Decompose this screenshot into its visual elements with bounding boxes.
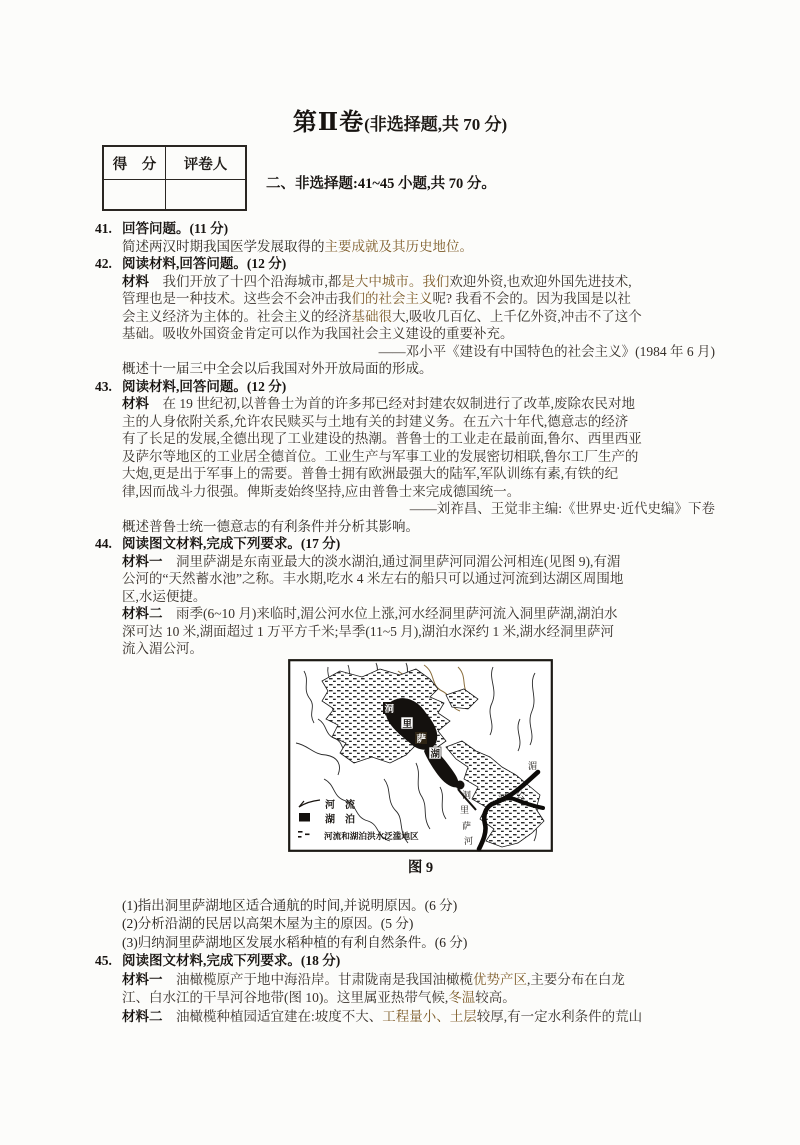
- text-segment: 我们开放了十四个沿海城市,都: [149, 273, 342, 289]
- q43-heading: [95, 378, 719, 396]
- page-title: [0, 102, 800, 137]
- svg-text:里: 里: [402, 719, 413, 730]
- text-segment: 管理也是一种技术。这些会不会冲击我: [122, 291, 352, 306]
- text-segment: 深可达 10 米,湖面超过 1 万平方千米;旱季(11~5 月),湖泊水深约 1 米,湖水经洞里萨河: [122, 623, 615, 639]
- text-segment: 较厚,有一定水利条件的荒山: [476, 1008, 643, 1024]
- text-segment: 们的社会主义: [351, 291, 433, 306]
- svg-text:萨: 萨: [416, 734, 427, 745]
- svg-text:萨: 萨: [462, 820, 472, 831]
- text-segment: 洞里萨湖是东南亚最大的淡水湖泊,通过洞里萨河同湄公河相连(见图 9),有湄: [162, 553, 621, 569]
- q43-material-line: [95, 465, 719, 483]
- text-segment: 大,吸收几百亿、上千亿外资,冲击不了这个: [392, 308, 642, 324]
- text-segment: 工程量小、土层: [382, 1008, 477, 1024]
- q42-material-line: [95, 290, 719, 308]
- q41-number: 41.: [95, 221, 112, 236]
- q44-number: 44.: [95, 536, 112, 551]
- q44-heading: [95, 535, 719, 553]
- q43-number: 43.: [95, 378, 112, 394]
- text-segment: 基础。吸收外国资金肯定可以作为我国社会主义建设的重要补充。: [122, 326, 514, 341]
- q44-material1-line: [95, 570, 719, 588]
- text-segment: 会主义经济为主体的。社会主义的经济: [122, 308, 352, 324]
- text-segment: 大炮,更是出于军事上的需要。普鲁士拥有欧洲最强大的陆军,军队训练有素,有铁的纪: [122, 466, 619, 481]
- q43-material-line: [95, 448, 719, 466]
- svg-text:洞: 洞: [384, 704, 395, 715]
- q45-heading: [95, 952, 719, 971]
- text-segment: 欢迎外资,也欢迎外国先进技术,: [449, 273, 632, 289]
- svg-text:湄: 湄: [528, 760, 538, 771]
- text-segment: 呢? 我看不会的。因为我国是以社: [432, 291, 631, 306]
- q43-source-attribution: ——刘祚昌、王觉非主编:《世界史·近代史编》下卷: [409, 501, 715, 516]
- q45-material2-line: [95, 1008, 719, 1027]
- q45-head-text: 阅读图文材料,完成下列要求。(18 分): [122, 953, 341, 968]
- score-label-cell: 得 分: [104, 147, 166, 180]
- svg-text:河 流: 河 流: [325, 799, 355, 811]
- q43-material-line: [95, 413, 719, 431]
- q42-head-text: 阅读材料,回答问题。(12 分): [122, 256, 287, 271]
- text-segment: 有了长足的发展,全德出现了工业建设的热潮。普鲁士的工业走在最前面,鲁尔、西里西亚: [122, 431, 642, 446]
- svg-text:公: 公: [516, 789, 526, 800]
- examiner-label-cell: 评卷人: [166, 147, 245, 180]
- q42-number: 42.: [95, 256, 112, 271]
- volume-title: 第Ⅱ卷: [292, 110, 365, 136]
- text-segment: 雨季(6~10 月)来临时,湄公河水位上涨,河水经洞里萨河流入洞里萨湖,湖泊水: [162, 606, 618, 621]
- questions-column: [95, 220, 719, 1026]
- text-segment: 油橄榄种植园适宜建在:坡度不大、: [162, 1008, 383, 1024]
- q41-task-line: [95, 238, 719, 256]
- svg-text:湖: 湖: [430, 749, 441, 760]
- q44-material1-line: [95, 588, 719, 606]
- text-segment: 材料二: [122, 606, 163, 621]
- text-segment: 材料一: [122, 971, 163, 987]
- examiner-input-cell: [166, 180, 245, 209]
- q44-subquestions: [95, 897, 719, 953]
- q44-subquestion-2: (2)分析沿湖的民居以高架木屋为主的原因。(5 分): [122, 916, 414, 931]
- q41-heading: [95, 220, 719, 238]
- text-segment: 油橄榄原产于地中海沿岸。甘肃陇南是我国油橄榄: [162, 971, 473, 987]
- q45-number: 45.: [95, 953, 112, 968]
- text-segment: 简述两汉时期我国医学发展取得的: [122, 238, 325, 254]
- text-segment: 材料: [122, 273, 149, 289]
- q43-head-text: 阅读材料,回答问题。(12 分): [122, 378, 287, 394]
- text-segment: 优势产区: [473, 971, 527, 987]
- q44-head-text: 阅读图文材料,完成下列要求。(17 分): [122, 536, 341, 551]
- q43-material-line: [95, 430, 719, 448]
- q45-material1-line: [95, 989, 719, 1008]
- q44-material2-line: [95, 623, 719, 641]
- text-segment: 材料: [122, 396, 149, 411]
- svg-text:河流和湖泊洪水泛滥地区: 河流和湖泊洪水泛滥地区: [324, 830, 419, 841]
- svg-text:河: 河: [464, 835, 474, 846]
- text-segment: 主的人身依附关系,允许农民赎买与土地有关的封建义务。在五六十年代,德意志的经济: [122, 413, 629, 429]
- q42-material-line: [95, 273, 719, 291]
- text-segment: 流入湄公河。: [122, 641, 203, 656]
- text-segment: 是大中城市。我们: [341, 273, 450, 289]
- text-segment: ,主要分布在白龙: [527, 971, 625, 987]
- svg-text:河: 河: [498, 792, 508, 803]
- q42-source-attribution: ——邓小平《建设有中国特色的社会主义》(1984 年 6 月): [378, 343, 715, 359]
- q41-head-text: 回答问题。(11 分): [122, 221, 229, 236]
- text-segment: 冬温: [448, 990, 476, 1005]
- figure-9-caption: 图 9: [407, 859, 434, 876]
- text-segment: 基础很: [351, 308, 392, 324]
- q44-material2-line: [95, 605, 719, 623]
- q42-material-line: [95, 325, 719, 343]
- text-segment: 律,因而战斗力很强。俾斯麦始终坚持,应由普鲁士来完成德国统一。: [122, 483, 521, 499]
- q43-material-line: [95, 483, 719, 501]
- text-segment: 在 19 世纪初,以普鲁士为首的许多邦已经对封建农奴制进行了改革,废除农民对地: [149, 396, 635, 411]
- figure-9-map: [288, 659, 553, 852]
- text-segment: 及萨尔等地区的工业居全德首位。工业生产与军事工业的发展密切相联,鲁尔工厂生产的: [122, 448, 639, 464]
- text-segment: 较高。: [475, 990, 516, 1005]
- q44-subquestion-3: (3)归纳洞里萨湖地区发展水稻种植的有利自然条件。(6 分): [122, 934, 468, 950]
- text-segment: 主要成就及其历史地位。: [324, 238, 473, 254]
- svg-text:里: 里: [460, 804, 470, 815]
- q42-heading: [95, 255, 719, 273]
- q45-material1-line: [95, 971, 719, 990]
- score-input-cell: [104, 180, 166, 209]
- text-segment: 区,水运便捷。: [122, 588, 207, 604]
- q44-subquestion-1: (1)指出洞里萨湖地区适合通航的时间,并说明原因。(6 分): [122, 897, 458, 913]
- q43-material-line: [95, 395, 719, 413]
- q44-material1-line: [95, 553, 719, 571]
- section-heading: 二、非选择题:41~45 小题,共 70 分。: [266, 176, 496, 192]
- volume-subtitle: (非选择题,共 70 分): [364, 115, 508, 134]
- q42-material-line: [95, 308, 719, 326]
- text-segment: 公河的“天然蓄水池”之称。丰水期,吃水 4 米左右的船只可以通过河流到达湖区周围地: [122, 571, 624, 586]
- svg-text:洞: 洞: [462, 789, 472, 800]
- q45-block: [95, 952, 719, 1026]
- q42-task-line: 概述十一届三中全会以后我国对外开放局面的形成。: [122, 361, 433, 376]
- text-segment: 材料二: [122, 1008, 163, 1024]
- svg-text:湖 泊: 湖 泊: [325, 814, 355, 825]
- score-table: [102, 145, 247, 211]
- text-segment: 江、白水江的干旱河谷地带(图 10)。这里属亚热带气候,: [122, 990, 449, 1005]
- q44-material2-line: [95, 640, 719, 658]
- q43-task-line: 概述普鲁士统一德意志的有利条件并分析其影响。: [122, 518, 419, 534]
- text-segment: 材料一: [122, 553, 163, 569]
